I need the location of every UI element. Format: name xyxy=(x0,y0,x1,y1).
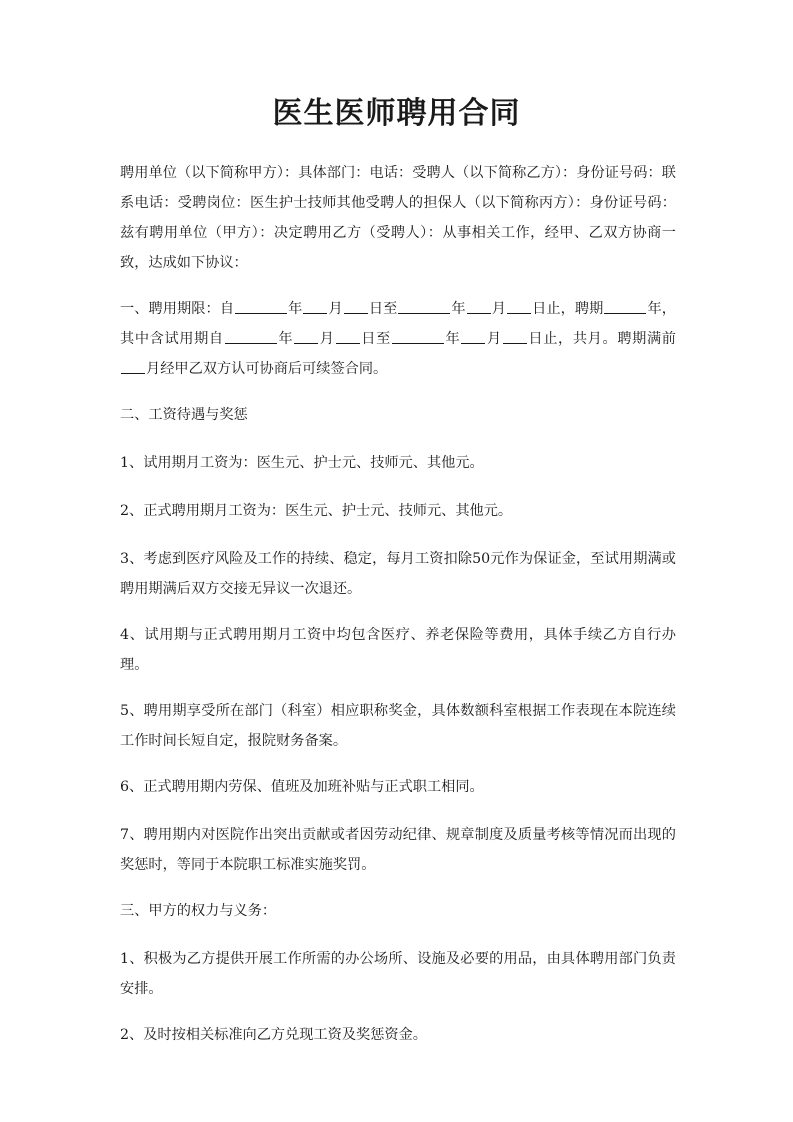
year-text: 年 xyxy=(444,331,461,347)
blank-start-year xyxy=(235,299,287,314)
year-text: 年 xyxy=(277,331,294,347)
list-item: 1、积极为乙方提供开展工作所需的办公场所、设施及必要的用品，由具体聘用部门负责安排。 xyxy=(120,951,676,997)
list-item: 6、正式聘用期内劳保、值班及加班补贴与正式职工相同。 xyxy=(120,779,484,795)
year-text: 年 xyxy=(451,301,466,317)
blank-trial-end-month xyxy=(461,329,485,344)
day-to-text: 日至 xyxy=(360,331,391,347)
section-heading-2: 二、工资待遇与奖惩 xyxy=(120,407,248,423)
list-item: 3、考虑到医疗风险及工作的持续、稳定，每月工资扣除50元作为保证金，至试用期满或聘用期满后双方交接无异议一次退还。 xyxy=(120,551,676,597)
blank-trial-end-day xyxy=(503,329,527,344)
list-item: 2、及时按相关标准向乙方兑现工资及奖惩资金。 xyxy=(120,1027,427,1043)
blank-end-year xyxy=(398,299,450,314)
month-text: 月 xyxy=(486,331,502,347)
blank-trial-end-year xyxy=(392,329,444,344)
month-text: 月 xyxy=(491,301,507,317)
term-tail-text: 月经甲乙双方认可协商后可续签合同。 xyxy=(146,361,388,377)
day-end-text: 日止，聘期 xyxy=(532,301,604,317)
term-label: 一、聘用期限：自 xyxy=(120,301,235,317)
list-item: 1、试用期月工资为：医生元、护士元、技师元、其他元。 xyxy=(120,455,484,471)
year-text: 年 xyxy=(288,301,303,317)
document-title: 医生医师聘用合同 xyxy=(272,96,521,131)
blank-start-month xyxy=(303,299,327,314)
blank-start-day xyxy=(344,299,368,314)
blank-end-month xyxy=(467,299,491,314)
blank-end-day xyxy=(507,299,531,314)
day-end2-text: 日止，共月。聘期满前 xyxy=(527,331,676,347)
term-paragraph xyxy=(120,294,676,384)
blank-trial-start-month xyxy=(294,329,318,344)
blank-trial-start-year xyxy=(225,329,277,344)
document-body xyxy=(120,158,676,1068)
month-text: 月 xyxy=(319,331,335,347)
list-item: 7、聘用期内对医院作出突出贡献或者因劳动纪律、规章制度及质量考核等情况而出现的奖惩时，等同于本院职工标准实施奖罚。 xyxy=(120,827,676,873)
blank-renew-months xyxy=(121,359,145,374)
intro-paragraph: 聘用单位（以下简称甲方）：具体部门：电话：受聘人（以下简称乙方）：身份证号码：联系电话：受聘岗位：医生护士技师其他受聘人的担保人（以下简称丙方）：身份证号码：兹有聘用单位（甲方）：决定聘用乙方（受聘人）：从事相关工作，经甲、乙双方协商一致，达成如下协议： xyxy=(120,165,676,271)
list-item: 5、聘用期享受所在部门（科室）相应职称奖金，具体数额科室根据工作表现在本院连续工作时间长短自定，报院财务备案。 xyxy=(120,703,676,749)
years-trial-text: 年，其中含试用期自 xyxy=(120,301,676,347)
blank-trial-start-day xyxy=(336,329,360,344)
list-item: 4、试用期与正式聘用期月工资中均包含医疗、养老保险等费用，具体手续乙方自行办理。 xyxy=(120,627,676,673)
month-text: 月 xyxy=(328,301,343,317)
section-heading-3: 三、甲方的权力与义务： xyxy=(120,903,277,919)
day-to-text: 日至 xyxy=(368,301,398,317)
list-item: 2、正式聘用期月工资为：医生元、护士元、技师元、其他元。 xyxy=(120,503,513,519)
blank-term-years xyxy=(604,299,646,314)
